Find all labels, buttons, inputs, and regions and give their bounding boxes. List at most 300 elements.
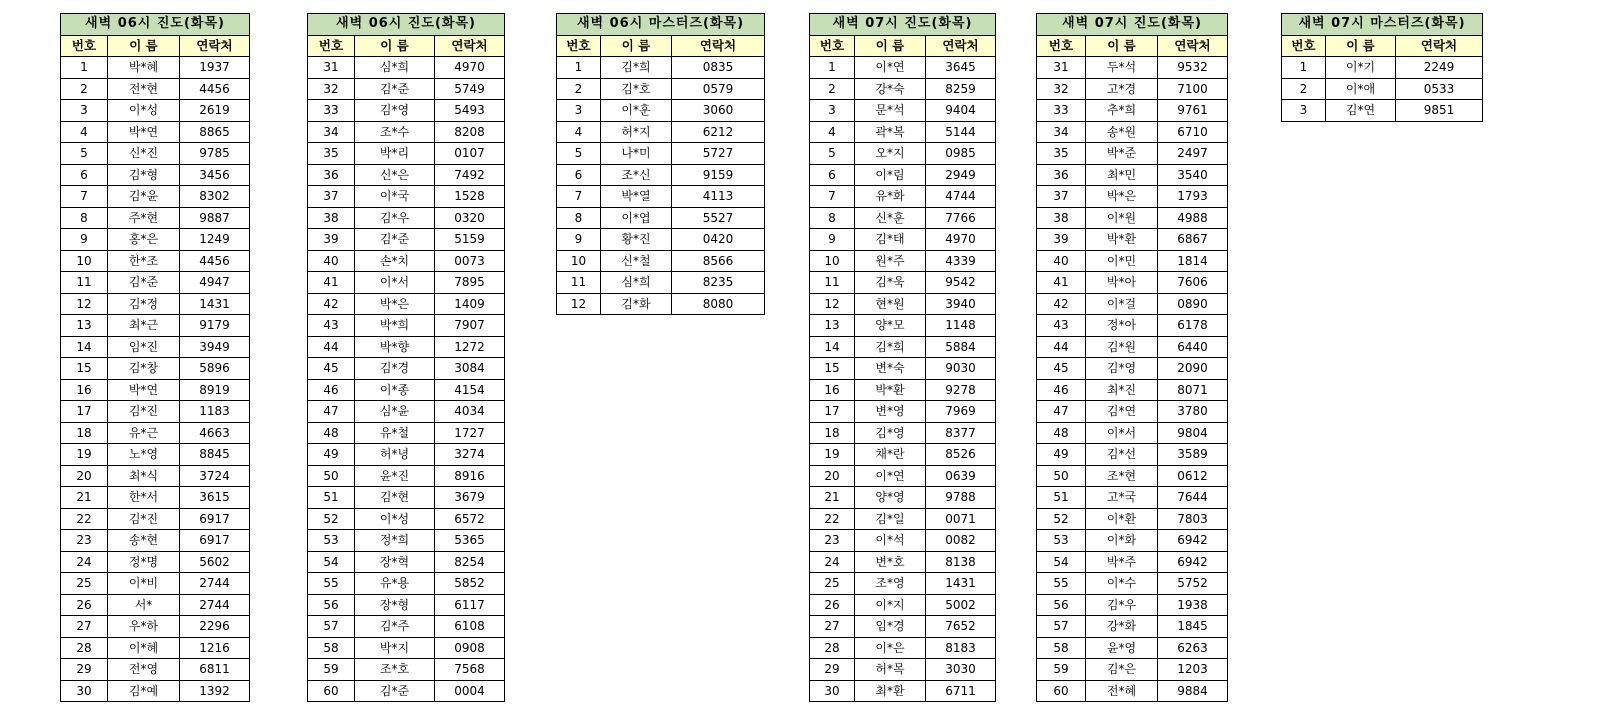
table-row <box>810 680 996 702</box>
cell-contact: 2744 <box>180 594 250 616</box>
table-row <box>1037 100 1228 122</box>
cell-number: 56 <box>1037 594 1086 616</box>
cell-number: 15 <box>61 358 108 380</box>
cell-number: 1 <box>810 57 855 79</box>
cell-contact: 7766 <box>926 207 996 229</box>
cell-name: 이*걸 <box>1086 293 1158 315</box>
cell-name: 고*국 <box>1086 487 1158 509</box>
cell-name: 원*주 <box>855 250 926 272</box>
table-row <box>61 594 250 616</box>
cell-contact: 6942 <box>1158 530 1228 552</box>
cell-number: 10 <box>557 250 601 272</box>
table-row <box>810 616 996 638</box>
cell-number: 51 <box>308 487 355 509</box>
cell-name: 윤*진 <box>355 465 435 487</box>
cell-name: 최*식 <box>108 465 180 487</box>
table-row <box>61 78 250 100</box>
cell-name: 심*희 <box>601 272 672 294</box>
table-row <box>1037 57 1228 79</box>
cell-name: 이*훈 <box>601 100 672 122</box>
cell-number: 52 <box>308 508 355 530</box>
table-row <box>308 186 505 208</box>
cell-name: 이*기 <box>1326 57 1396 79</box>
cell-contact: 6711 <box>926 680 996 702</box>
cell-number: 59 <box>308 659 355 681</box>
cell-contact: 4456 <box>180 78 250 100</box>
cell-name: 조*현 <box>1086 465 1158 487</box>
cell-name: 송*원 <box>1086 121 1158 143</box>
cell-number: 2 <box>1282 78 1326 100</box>
header-name: 이 름 <box>601 35 672 57</box>
cell-number: 19 <box>61 444 108 466</box>
cell-contact: 9887 <box>180 207 250 229</box>
cell-name: 박*리 <box>355 143 435 165</box>
cell-number: 44 <box>308 336 355 358</box>
table-row <box>61 186 250 208</box>
cell-contact: 2619 <box>180 100 250 122</box>
cell-name: 박*희 <box>355 315 435 337</box>
table-row <box>61 143 250 165</box>
cell-contact: 3030 <box>926 659 996 681</box>
cell-name: 김*준 <box>355 229 435 251</box>
cell-contact: 6108 <box>435 616 505 638</box>
table-row <box>1037 186 1228 208</box>
cell-contact: 9542 <box>926 272 996 294</box>
cell-contact: 4970 <box>926 229 996 251</box>
cell-contact: 6811 <box>180 659 250 681</box>
cell-contact: 6212 <box>672 121 765 143</box>
cell-number: 58 <box>1037 637 1086 659</box>
cell-contact: 1814 <box>1158 250 1228 272</box>
cell-name: 이*림 <box>855 164 926 186</box>
cell-contact: 7644 <box>1158 487 1228 509</box>
cell-number: 35 <box>308 143 355 165</box>
cell-number: 34 <box>308 121 355 143</box>
cell-number: 50 <box>1037 465 1086 487</box>
cell-name: 김*희 <box>855 336 926 358</box>
table-row <box>61 250 250 272</box>
cell-name: 최*환 <box>855 680 926 702</box>
cell-number: 9 <box>61 229 108 251</box>
cell-name: 이*민 <box>1086 250 1158 272</box>
cell-contact: 1183 <box>180 401 250 423</box>
cell-number: 39 <box>308 229 355 251</box>
table-row <box>1037 594 1228 616</box>
table-row <box>61 164 250 186</box>
cell-number: 10 <box>61 250 108 272</box>
header-number: 번호 <box>1037 35 1086 57</box>
cell-number: 49 <box>1037 444 1086 466</box>
cell-name: 김*준 <box>355 680 435 702</box>
cell-name: 오*지 <box>855 143 926 165</box>
cell-contact: 5002 <box>926 594 996 616</box>
cell-contact: 4113 <box>672 186 765 208</box>
table-row <box>61 573 250 595</box>
cell-contact: 3589 <box>1158 444 1228 466</box>
cell-name: 이*화 <box>1086 530 1158 552</box>
table-row <box>308 401 505 423</box>
cell-contact: 9884 <box>1158 680 1228 702</box>
cell-contact: 0073 <box>435 250 505 272</box>
cell-number: 12 <box>61 293 108 315</box>
table-row <box>1037 250 1228 272</box>
cell-contact: 0071 <box>926 508 996 530</box>
table-row <box>1037 444 1228 466</box>
cell-contact: 0004 <box>435 680 505 702</box>
cell-name: 최*진 <box>1086 379 1158 401</box>
cell-contact: 5527 <box>672 207 765 229</box>
roster-table-2 <box>307 13 505 702</box>
table-row <box>810 272 996 294</box>
cell-contact: 0107 <box>435 143 505 165</box>
cell-name: 정*아 <box>1086 315 1158 337</box>
cell-contact: 6942 <box>1158 551 1228 573</box>
cell-contact: 4988 <box>1158 207 1228 229</box>
table-row <box>810 143 996 165</box>
cell-name: 유*용 <box>355 573 435 595</box>
cell-number: 47 <box>1037 401 1086 423</box>
cell-contact: 7100 <box>1158 78 1228 100</box>
cell-name: 강*화 <box>1086 616 1158 638</box>
cell-contact: 0890 <box>1158 293 1228 315</box>
cell-number: 15 <box>810 358 855 380</box>
cell-number: 56 <box>308 594 355 616</box>
cell-number: 31 <box>1037 57 1086 79</box>
cell-number: 20 <box>810 465 855 487</box>
cell-name: 전*현 <box>108 78 180 100</box>
cell-number: 48 <box>1037 422 1086 444</box>
cell-number: 3 <box>810 100 855 122</box>
cell-name: 임*경 <box>855 616 926 638</box>
cell-name: 박*환 <box>1086 229 1158 251</box>
cell-contact: 9532 <box>1158 57 1228 79</box>
cell-name: 이*연 <box>855 57 926 79</box>
cell-name: 김*영 <box>1086 358 1158 380</box>
cell-contact: 4970 <box>435 57 505 79</box>
cell-contact: 5852 <box>435 573 505 595</box>
table-row <box>557 78 765 100</box>
table-row <box>61 487 250 509</box>
cell-number: 22 <box>61 508 108 530</box>
table-row <box>557 121 765 143</box>
table-row <box>810 422 996 444</box>
table-row <box>1037 616 1228 638</box>
cell-number: 14 <box>810 336 855 358</box>
table-row <box>1037 637 1228 659</box>
table-row <box>1037 293 1228 315</box>
table-row <box>1282 100 1483 122</box>
table-row <box>810 508 996 530</box>
table-row <box>810 250 996 272</box>
table-row <box>61 422 250 444</box>
table-row <box>61 293 250 315</box>
cell-name: 신*진 <box>108 143 180 165</box>
cell-name: 강*숙 <box>855 78 926 100</box>
table-row <box>308 487 505 509</box>
cell-number: 6 <box>557 164 601 186</box>
cell-contact: 8235 <box>672 272 765 294</box>
cell-number: 5 <box>810 143 855 165</box>
cell-number: 3 <box>1282 100 1326 122</box>
cell-name: 전*영 <box>108 659 180 681</box>
cell-number: 26 <box>810 594 855 616</box>
cell-number: 16 <box>810 379 855 401</box>
cell-name: 양*모 <box>855 315 926 337</box>
header-contact: 연락처 <box>180 35 250 57</box>
table-row <box>810 164 996 186</box>
cell-number: 17 <box>810 401 855 423</box>
cell-contact: 7907 <box>435 315 505 337</box>
cell-name: 황*진 <box>601 229 672 251</box>
table-title: 새벽 06시 진도(화목) <box>61 14 250 36</box>
table-row <box>1037 401 1228 423</box>
table-row <box>1037 315 1228 337</box>
table-row <box>810 207 996 229</box>
cell-number: 40 <box>1037 250 1086 272</box>
cell-name: 김*창 <box>108 358 180 380</box>
cell-name: 이*원 <box>1086 207 1158 229</box>
table-row <box>61 121 250 143</box>
cell-contact: 1203 <box>1158 659 1228 681</box>
cell-number: 53 <box>1037 530 1086 552</box>
cell-number: 20 <box>61 465 108 487</box>
cell-number: 52 <box>1037 508 1086 530</box>
cell-number: 48 <box>308 422 355 444</box>
header-name: 이 름 <box>355 35 435 57</box>
table-row <box>810 573 996 595</box>
table-row <box>308 379 505 401</box>
cell-contact: 1845 <box>1158 616 1228 638</box>
table-row <box>1037 272 1228 294</box>
cell-name: 허*목 <box>855 659 926 681</box>
cell-name: 장*혁 <box>355 551 435 573</box>
cell-contact: 4663 <box>180 422 250 444</box>
cell-number: 23 <box>61 530 108 552</box>
table-row <box>810 229 996 251</box>
cell-number: 12 <box>557 293 601 315</box>
cell-name: 장*형 <box>355 594 435 616</box>
table-row <box>308 422 505 444</box>
cell-number: 29 <box>810 659 855 681</box>
header-number: 번호 <box>308 35 355 57</box>
table-title: 새벽 06시 마스터즈(화목) <box>557 14 765 36</box>
table-row <box>61 272 250 294</box>
cell-number: 5 <box>557 143 601 165</box>
cell-name: 박*연 <box>108 121 180 143</box>
table-row <box>1037 164 1228 186</box>
cell-contact: 3724 <box>180 465 250 487</box>
table-row <box>308 573 505 595</box>
table-row <box>308 659 505 681</box>
cell-number: 8 <box>557 207 601 229</box>
table-row <box>810 293 996 315</box>
cell-number: 2 <box>557 78 601 100</box>
cell-name: 변*호 <box>855 551 926 573</box>
cell-name: 신*훈 <box>855 207 926 229</box>
table-row <box>308 508 505 530</box>
cell-number: 42 <box>1037 293 1086 315</box>
cell-number: 10 <box>810 250 855 272</box>
cell-contact: 1272 <box>435 336 505 358</box>
cell-contact: 1937 <box>180 57 250 79</box>
table-row <box>810 444 996 466</box>
table-row <box>810 100 996 122</box>
cell-contact: 9278 <box>926 379 996 401</box>
cell-name: 김*연 <box>1086 401 1158 423</box>
cell-contact: 6572 <box>435 508 505 530</box>
table-title: 새벽 07시 마스터즈(화목) <box>1282 14 1483 36</box>
table-row <box>557 250 765 272</box>
cell-name: 윤*영 <box>1086 637 1158 659</box>
table-row <box>308 336 505 358</box>
cell-name: 김*화 <box>601 293 672 315</box>
table-row <box>61 551 250 573</box>
cell-number: 21 <box>61 487 108 509</box>
cell-contact: 9785 <box>180 143 250 165</box>
cell-name: 채*란 <box>855 444 926 466</box>
cell-contact: 9804 <box>1158 422 1228 444</box>
table-row <box>810 637 996 659</box>
cell-name: 박*향 <box>355 336 435 358</box>
cell-name: 우*하 <box>108 616 180 638</box>
cell-contact: 7568 <box>435 659 505 681</box>
roster-table-1 <box>60 13 250 702</box>
cell-number: 18 <box>61 422 108 444</box>
cell-contact: 0612 <box>1158 465 1228 487</box>
cell-contact: 1793 <box>1158 186 1228 208</box>
cell-number: 57 <box>1037 616 1086 638</box>
cell-number: 25 <box>810 573 855 595</box>
cell-number: 21 <box>810 487 855 509</box>
cell-number: 17 <box>61 401 108 423</box>
cell-number: 16 <box>61 379 108 401</box>
table-row <box>810 57 996 79</box>
cell-name: 김*원 <box>1086 336 1158 358</box>
table-row <box>61 637 250 659</box>
cell-number: 1 <box>1282 57 1326 79</box>
cell-contact: 8919 <box>180 379 250 401</box>
cell-number: 28 <box>810 637 855 659</box>
cell-number: 6 <box>810 164 855 186</box>
cell-contact: 6710 <box>1158 121 1228 143</box>
table-row <box>308 207 505 229</box>
cell-contact: 3949 <box>180 336 250 358</box>
cell-name: 이*혜 <box>108 637 180 659</box>
cell-name: 신*철 <box>601 250 672 272</box>
cell-contact: 8566 <box>672 250 765 272</box>
table-title: 새벽 06시 진도(화목) <box>308 14 505 36</box>
cell-name: 나*미 <box>601 143 672 165</box>
cell-contact: 8080 <box>672 293 765 315</box>
cell-name: 조*수 <box>355 121 435 143</box>
cell-contact: 3679 <box>435 487 505 509</box>
cell-number: 43 <box>1037 315 1086 337</box>
cell-contact: 5752 <box>1158 573 1228 595</box>
cell-contact: 6867 <box>1158 229 1228 251</box>
table-row <box>1037 508 1228 530</box>
cell-number: 13 <box>61 315 108 337</box>
table-row <box>61 336 250 358</box>
cell-contact: 4456 <box>180 250 250 272</box>
cell-contact: 1528 <box>435 186 505 208</box>
table-row <box>557 186 765 208</box>
cell-contact: 5493 <box>435 100 505 122</box>
cell-number: 38 <box>308 207 355 229</box>
cell-name: 조*영 <box>855 573 926 595</box>
table-row <box>61 530 250 552</box>
cell-name: 김*경 <box>355 358 435 380</box>
table-row <box>1037 465 1228 487</box>
cell-contact: 6178 <box>1158 315 1228 337</box>
cell-contact: 1727 <box>435 422 505 444</box>
cell-number: 4 <box>810 121 855 143</box>
cell-number: 4 <box>557 121 601 143</box>
cell-contact: 3615 <box>180 487 250 509</box>
cell-number: 32 <box>1037 78 1086 100</box>
cell-name: 정*명 <box>108 551 180 573</box>
cell-number: 14 <box>61 336 108 358</box>
cell-number: 33 <box>308 100 355 122</box>
cell-name: 변*숙 <box>855 358 926 380</box>
table-row <box>308 444 505 466</box>
cell-contact: 8071 <box>1158 379 1228 401</box>
header-name: 이 름 <box>108 35 180 57</box>
cell-contact: 7606 <box>1158 272 1228 294</box>
cell-name: 조*호 <box>355 659 435 681</box>
cell-number: 9 <box>810 229 855 251</box>
cell-number: 2 <box>61 78 108 100</box>
roster-table-5 <box>1036 13 1228 702</box>
cell-name: 심*윤 <box>355 401 435 423</box>
cell-number: 24 <box>61 551 108 573</box>
cell-name: 박*혜 <box>108 57 180 79</box>
header-contact: 연락처 <box>435 35 505 57</box>
cell-name: 김*준 <box>108 272 180 294</box>
cell-number: 8 <box>810 207 855 229</box>
cell-number: 24 <box>810 551 855 573</box>
cell-contact: 8138 <box>926 551 996 573</box>
cell-number: 43 <box>308 315 355 337</box>
table-row <box>308 616 505 638</box>
cell-contact: 4947 <box>180 272 250 294</box>
cell-number: 11 <box>61 272 108 294</box>
cell-number: 12 <box>810 293 855 315</box>
cell-name: 김*주 <box>355 616 435 638</box>
table-row <box>308 551 505 573</box>
cell-contact: 5159 <box>435 229 505 251</box>
cell-name: 이*비 <box>108 573 180 595</box>
cell-number: 44 <box>1037 336 1086 358</box>
cell-name: 박*지 <box>355 637 435 659</box>
cell-contact: 8916 <box>435 465 505 487</box>
cell-name: 박*준 <box>1086 143 1158 165</box>
cell-contact: 8526 <box>926 444 996 466</box>
cell-number: 46 <box>308 379 355 401</box>
cell-contact: 6917 <box>180 508 250 530</box>
cell-number: 30 <box>810 680 855 702</box>
cell-contact: 2949 <box>926 164 996 186</box>
cell-number: 13 <box>810 315 855 337</box>
cell-name: 김*호 <box>601 78 672 100</box>
table-row <box>308 78 505 100</box>
cell-number: 31 <box>308 57 355 79</box>
table-row <box>1037 229 1228 251</box>
roster-table-6 <box>1281 13 1483 122</box>
table-row <box>1282 57 1483 79</box>
cell-contact: 3540 <box>1158 164 1228 186</box>
cell-number: 22 <box>810 508 855 530</box>
cell-name: 이*서 <box>1086 422 1158 444</box>
